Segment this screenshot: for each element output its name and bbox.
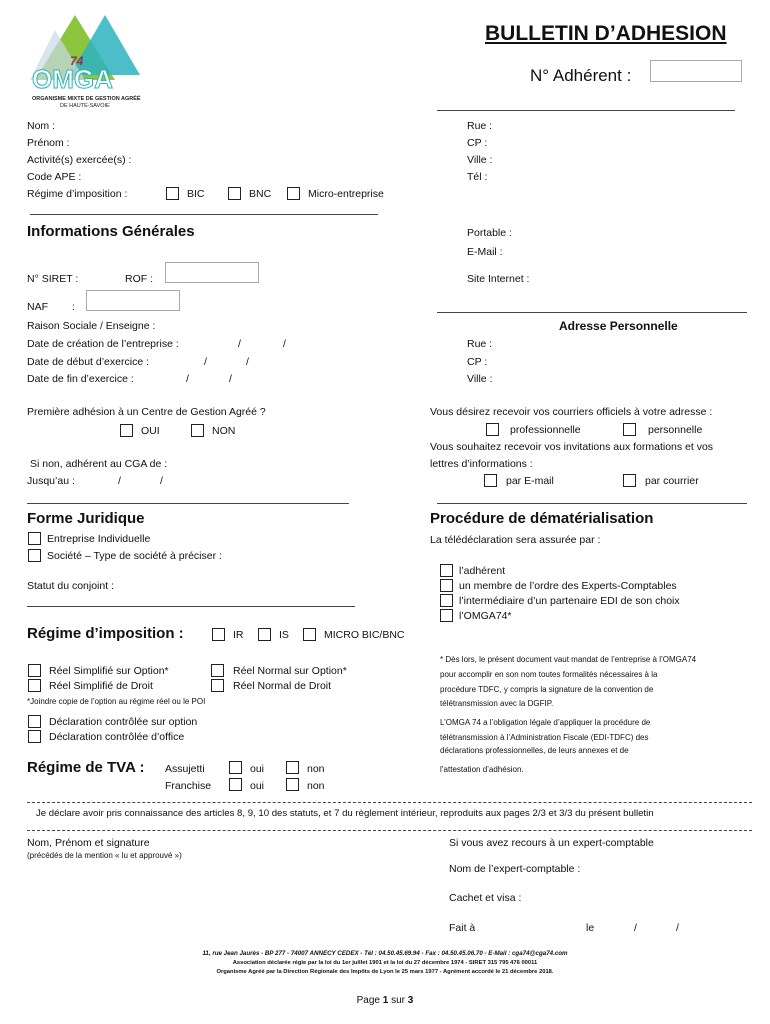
assujetti-oui-checkbox[interactable] bbox=[229, 761, 242, 774]
rsd-checkbox[interactable] bbox=[28, 679, 41, 692]
micro-bic-bnc-checkbox[interactable] bbox=[303, 628, 316, 641]
invitations-question-1: Vous souhaitez recevoir vos invitations aux formations et vos bbox=[430, 441, 714, 453]
cga-oui-checkbox[interactable] bbox=[120, 424, 133, 437]
rnd-label: Réel Normal de Droit bbox=[233, 680, 332, 692]
is-checkbox[interactable] bbox=[258, 628, 271, 641]
ei-label: Entreprise Individuelle bbox=[47, 533, 151, 545]
jusquau-slash-1: / bbox=[118, 475, 121, 487]
invitations-question-2: lettres d’informations : bbox=[430, 458, 533, 470]
ville-label: Ville : bbox=[467, 154, 493, 166]
cga-non-label: NON bbox=[212, 425, 236, 437]
demat-note-6: télétransmission à l’Administration Fiscale (EDI-TDFC) des bbox=[440, 733, 649, 742]
naf-colon: : bbox=[72, 301, 75, 313]
svg-text:OMGA: OMGA bbox=[32, 64, 113, 94]
franchise-oui-checkbox[interactable] bbox=[229, 778, 242, 791]
bnc-label: BNC bbox=[249, 188, 272, 200]
page-prefix: Page bbox=[356, 995, 380, 1006]
courriers-question: Vous désirez recevoir vos courriers officiels à votre adresse : bbox=[430, 406, 713, 418]
demat-note-2: pour accomplir en son nom toutes formalités nécessaires à la bbox=[440, 670, 658, 679]
section-title-demat: Procédure de dématérialisation bbox=[430, 510, 654, 527]
joindre-note: *Joindre copie de l’option au régime réel ou le POI bbox=[27, 697, 206, 706]
email-label: E-Mail : bbox=[467, 246, 503, 258]
prenom-label: Prénom : bbox=[27, 137, 70, 149]
page-total: 3 bbox=[407, 995, 414, 1006]
micro-label: Micro-entreprise bbox=[308, 188, 384, 200]
cachet-label: Cachet et visa : bbox=[449, 892, 522, 904]
portable-label: Portable : bbox=[467, 227, 512, 239]
demat-adherent-label: l’adhérent bbox=[459, 565, 506, 577]
demat-expert-checkbox[interactable] bbox=[440, 579, 453, 592]
page-title: BULLETIN D’ADHESION bbox=[485, 22, 727, 45]
assujetti-non-label: non bbox=[307, 763, 325, 775]
perso-ville-label: Ville : bbox=[467, 373, 493, 385]
par-email-checkbox[interactable] bbox=[484, 474, 497, 487]
date-fin-slash-1: / bbox=[186, 373, 189, 385]
franchise-non-label: non bbox=[307, 780, 325, 792]
date-creation-slash-1: / bbox=[238, 338, 241, 350]
date-slash-1: / bbox=[634, 922, 637, 934]
rso-label: Réel Simplifié sur Option* bbox=[49, 665, 169, 677]
assujetti-non-checkbox[interactable] bbox=[286, 761, 299, 774]
le-label: le bbox=[586, 922, 595, 934]
page-current: 1 bbox=[382, 995, 389, 1006]
cga-non-checkbox[interactable] bbox=[191, 424, 204, 437]
footer-line-2: Association déclarée régie par la loi du 1er juillet 1901 et la loi du 27 décembre 1974 - SIRET 315 795 476 00011 bbox=[232, 960, 538, 966]
page-number bbox=[0, 995, 770, 1006]
personnelle-checkbox[interactable] bbox=[623, 423, 636, 436]
svg-text:ORGANISME MIXTE DE GESTION AGR: ORGANISME MIXTE DE GESTION AGRÉÉ bbox=[32, 96, 141, 102]
demat-note-5: L’OMGA 74 a l’obligation légale d’appliquer la procédure de bbox=[440, 718, 651, 727]
ir-checkbox[interactable] bbox=[212, 628, 225, 641]
fait-label: Fait à bbox=[449, 922, 476, 934]
dcd-checkbox[interactable] bbox=[28, 730, 41, 743]
date-creation-slash-2: / bbox=[283, 338, 286, 350]
adherent-label: N° Adhérent : bbox=[530, 66, 632, 85]
divider bbox=[27, 830, 752, 831]
demat-intro: La télédéclaration sera assurée par : bbox=[430, 534, 601, 546]
svg-text:74: 74 bbox=[70, 54, 84, 68]
perso-cp-label: CP : bbox=[467, 356, 488, 368]
raison-label: Raison Sociale / Enseigne : bbox=[27, 320, 156, 332]
rno-label: Réel Normal sur Option* bbox=[233, 665, 347, 677]
demat-omga-label: l’OMGA74* bbox=[459, 610, 512, 622]
perso-rue-label: Rue : bbox=[467, 338, 493, 350]
cga-question: Première adhésion à un Centre de Gestion Agréé ? bbox=[27, 406, 266, 418]
naf-label: NAF bbox=[27, 301, 48, 313]
date-debut-slash-2: / bbox=[246, 356, 249, 368]
adherent-number-field[interactable] bbox=[650, 60, 742, 82]
rso-checkbox[interactable] bbox=[28, 664, 41, 677]
demat-omga-checkbox[interactable] bbox=[440, 609, 453, 622]
societe-label: Société – Type de société à préciser : bbox=[47, 550, 222, 562]
demat-edi-checkbox[interactable] bbox=[440, 594, 453, 607]
conjoint-label: Statut du conjoint : bbox=[27, 580, 114, 592]
site-label: Site Internet : bbox=[467, 273, 530, 285]
rof-field[interactable] bbox=[165, 262, 259, 283]
par-courrier-label: par courrier bbox=[645, 475, 699, 487]
cga-oui-label: OUI bbox=[141, 425, 160, 437]
date-fin-label: Date de fin d’exercice : bbox=[27, 373, 134, 385]
franchise-non-checkbox[interactable] bbox=[286, 778, 299, 791]
demat-note-8: l’attestation d’adhésion. bbox=[440, 765, 524, 774]
date-debut-label: Date de début d’exercice : bbox=[27, 356, 149, 368]
rof-label: ROF : bbox=[125, 273, 153, 285]
dcd-label: Déclaration contrôlée d’office bbox=[49, 731, 185, 743]
rnd-checkbox[interactable] bbox=[211, 679, 224, 692]
date-slash-2: / bbox=[676, 922, 679, 934]
declaration-text: Je déclare avoir pris connaissance des articles 8, 9, 10 des statuts, et 7 du règlement intérieur, reproduits aux pages 2/3 et 3/3 du présent bulletin bbox=[36, 808, 654, 819]
regime-label: Régime d’imposition : bbox=[27, 188, 128, 200]
micro-checkbox[interactable] bbox=[287, 187, 300, 200]
societe-checkbox[interactable] bbox=[28, 549, 41, 562]
rno-checkbox[interactable] bbox=[211, 664, 224, 677]
signature-label: Nom, Prénom et signature bbox=[27, 837, 150, 849]
date-fin-slash-2: / bbox=[229, 373, 232, 385]
expert-nom-label: Nom de l’expert-comptable : bbox=[449, 863, 581, 875]
demat-note-1: * Dès lors, le présent document vaut mandat de l’entreprise à l’OMGA74 bbox=[440, 655, 697, 664]
signature-mention: (précédés de la mention « lu et approuvé ») bbox=[27, 851, 182, 860]
section-title-general: Informations Générales bbox=[27, 223, 195, 240]
divider bbox=[437, 503, 747, 504]
footer-line-3: Organisme Agréé par la Direction Régionale des Impôts de Lyon le 25 mars 1977 - Agrément accordé le 21 décembre 2018. bbox=[216, 969, 554, 975]
demat-edi-label: l’intermédiaire d’un partenaire EDI de son choix bbox=[459, 595, 680, 607]
divider bbox=[27, 802, 752, 803]
demat-note-3: procédure TDFC, y compris la signature de la convention de bbox=[440, 685, 654, 694]
siret-label: N° SIRET : bbox=[27, 273, 79, 285]
dco-label: Déclaration contrôlée sur option bbox=[49, 716, 198, 728]
assujetti-label: Assujetti bbox=[165, 763, 205, 775]
demat-note-4: télétransmission avec la DGFIP. bbox=[440, 699, 554, 708]
professionnelle-checkbox[interactable] bbox=[486, 423, 499, 436]
divider bbox=[27, 503, 349, 504]
divider bbox=[27, 606, 355, 607]
bnc-checkbox[interactable] bbox=[228, 187, 241, 200]
divider bbox=[30, 214, 378, 215]
section-title-regime: Régime d’imposition : bbox=[27, 625, 184, 642]
franchise-oui-label: oui bbox=[250, 780, 265, 792]
jusquau-slash-2: / bbox=[160, 475, 163, 487]
footer-line-1: 11, rue Jean Jaurès - BP 277 - 74007 ANNECY CEDEX - Tél : 04.50.45.69.94 - Fax : 04.50.45.06.70 - E-Mail : cga74@cga74.com bbox=[202, 950, 568, 957]
divider bbox=[437, 312, 747, 313]
assujetti-oui-label: oui bbox=[250, 763, 265, 775]
date-creation-label: Date de création de l’entreprise : bbox=[27, 338, 179, 350]
personnelle-label: personnelle bbox=[648, 424, 703, 436]
is-label: IS bbox=[279, 629, 289, 641]
naf-field[interactable] bbox=[86, 290, 180, 311]
par-courrier-checkbox[interactable] bbox=[623, 474, 636, 487]
bic-checkbox[interactable] bbox=[166, 187, 179, 200]
activite-label: Activité(s) exercée(s) : bbox=[27, 154, 132, 166]
code-ape-label: Code APE : bbox=[27, 171, 82, 183]
professionnelle-label: professionnelle bbox=[510, 424, 581, 436]
omga74-logo bbox=[30, 10, 160, 110]
page-mid: sur bbox=[391, 995, 406, 1006]
expert-question: Si vous avez recours à un expert-comptable bbox=[449, 837, 654, 849]
jusquau-label: Jusqu’au : bbox=[27, 475, 75, 487]
section-title-personal-address: Adresse Personnelle bbox=[559, 319, 678, 333]
si-non-label: Si non, adhérent au CGA de : bbox=[30, 458, 168, 470]
rue-label: Rue : bbox=[467, 120, 493, 132]
section-title-forme: Forme Juridique bbox=[27, 510, 145, 527]
section-title-tva: Régime de TVA : bbox=[27, 759, 145, 776]
nom-label: Nom : bbox=[27, 120, 56, 132]
franchise-label: Franchise bbox=[165, 780, 212, 792]
rsd-label: Réel Simplifié de Droit bbox=[49, 680, 153, 692]
micro-bic-bnc-label: MICRO BIC/BNC bbox=[324, 629, 405, 641]
demat-adherent-checkbox[interactable] bbox=[440, 564, 453, 577]
tel-label: Tél : bbox=[467, 171, 488, 183]
dco-checkbox[interactable] bbox=[28, 715, 41, 728]
svg-text:DE HAUTE-SAVOIE: DE HAUTE-SAVOIE bbox=[60, 103, 110, 109]
demat-note-7: déclarations professionnelles, de leurs annexes et de bbox=[440, 746, 629, 755]
par-email-label: par E-mail bbox=[506, 475, 554, 487]
bic-label: BIC bbox=[187, 188, 205, 200]
ir-label: IR bbox=[233, 629, 244, 641]
ei-checkbox[interactable] bbox=[28, 532, 41, 545]
cp-label: CP : bbox=[467, 137, 488, 149]
date-debut-slash-1: / bbox=[204, 356, 207, 368]
demat-expert-label: un membre de l’ordre des Experts-Comptables bbox=[459, 580, 677, 592]
divider bbox=[437, 110, 735, 111]
